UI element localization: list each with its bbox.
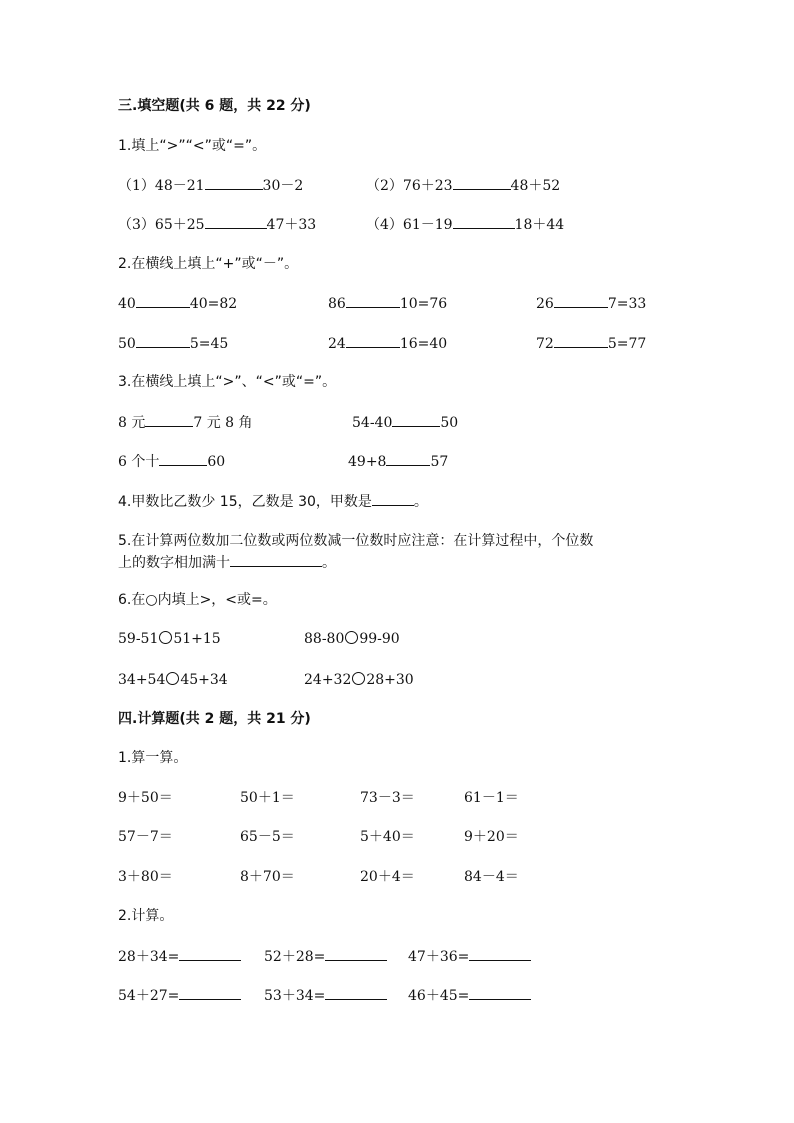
fill-item: [328, 293, 447, 314]
equation: 46＋45=: [408, 988, 470, 1004]
equation: 53＋34=: [264, 988, 326, 1004]
expr-right: 60: [207, 454, 226, 470]
fill-item: [118, 333, 228, 354]
equation-rest: 16=40: [399, 336, 448, 352]
fill-item: [536, 333, 646, 354]
answer-blank[interactable]: [145, 412, 193, 427]
expr-left: 6 个十: [118, 454, 160, 470]
expr-left: （2）76＋23: [366, 178, 453, 194]
answer-circle[interactable]: [345, 631, 358, 644]
section-title: 三.填空题(共 6 题，共 22 分): [118, 98, 311, 114]
question-prompt: 2.计算。: [118, 908, 174, 924]
question-prompt: 1.算一算。: [118, 750, 188, 766]
answer-circle[interactable]: [159, 631, 172, 644]
answer-blank[interactable]: [469, 985, 531, 1000]
number: 72: [536, 336, 554, 352]
expr-right: 45+34: [180, 672, 228, 688]
calc-item: [408, 946, 531, 967]
answer-blank[interactable]: [346, 333, 400, 348]
expr-right: 48＋52: [510, 178, 561, 194]
question-text: 上的数字相加满十: [118, 555, 230, 571]
number: 50: [118, 336, 136, 352]
circle-item: [118, 629, 221, 649]
question-text: 4.甲数比乙数少 15，乙数是 30，甲数是: [118, 494, 372, 510]
equation: 52＋28=: [264, 949, 326, 965]
question-prompt: 1.填上“>”“<”或“=”。: [118, 138, 267, 154]
circle-item: [304, 629, 400, 649]
number: 86: [328, 296, 346, 312]
calc-item: [264, 946, 387, 967]
calc-item: 5＋40＝: [360, 829, 415, 845]
calc-item: 3＋80＝: [118, 869, 173, 885]
number: 26: [536, 296, 554, 312]
equation-rest: 7=33: [607, 296, 647, 312]
expr-left: （3）65＋25: [118, 217, 205, 233]
punctuation: 。: [322, 555, 336, 571]
expr-left: 24+32: [304, 672, 352, 688]
expr-left: 88-80: [304, 631, 345, 647]
question-prompt: 6.在○内填上>，<或=。: [118, 592, 277, 608]
calc-item: [118, 985, 241, 1006]
calc-item: 65－5＝: [240, 829, 295, 845]
fill-item: [118, 451, 225, 472]
calc-item: 73－3＝: [360, 790, 415, 806]
fill-item: [118, 412, 253, 433]
calc-item: 84－4＝: [464, 869, 519, 885]
expr-left: （4）61－19: [366, 217, 453, 233]
calc-item: [408, 985, 531, 1006]
calc-item: 57－7＝: [118, 829, 173, 845]
circle-item: [304, 670, 414, 690]
answer-blank[interactable]: [469, 946, 531, 961]
expr-right: 18＋44: [514, 217, 565, 233]
question-prompt: 2.在横线上填上“+”或“－”。: [118, 256, 299, 272]
expr-right: 51+15: [173, 631, 221, 647]
fill-item: [536, 293, 646, 314]
expr-right: 7 元 8 角: [193, 415, 253, 431]
answer-blank[interactable]: [179, 946, 241, 961]
answer-circle[interactable]: [352, 672, 365, 685]
fill-item: [118, 293, 237, 314]
expr-left: 59-51: [118, 631, 159, 647]
equation: 47＋36=: [408, 949, 470, 965]
calc-item: 8＋70＝: [240, 869, 295, 885]
compare-item: [118, 175, 303, 196]
answer-circle[interactable]: [166, 672, 179, 685]
calc-item: 9＋50＝: [118, 790, 173, 806]
equation: 28＋34=: [118, 949, 180, 965]
equation: 54＋27=: [118, 988, 180, 1004]
circle-item: [118, 670, 228, 690]
calc-item: [118, 946, 241, 967]
calc-item: 20＋4＝: [360, 869, 415, 885]
equation-rest: 5=77: [607, 336, 647, 352]
expr-left: 54-40: [352, 415, 393, 431]
expr-right: 47＋33: [266, 217, 317, 233]
compare-item: [118, 214, 316, 235]
answer-blank[interactable]: [554, 333, 608, 348]
question-prompt: [118, 491, 428, 512]
question-prompt: 5.在计算两位数加二位数或两位数减一位数时应注意：在计算过程中，个位数: [118, 533, 594, 549]
punctuation: 。: [413, 494, 428, 510]
answer-blank[interactable]: [554, 293, 608, 308]
expr-right: 99-90: [359, 631, 400, 647]
answer-blank[interactable]: [453, 175, 511, 190]
equation-rest: 5=45: [189, 336, 229, 352]
answer-blank[interactable]: [372, 491, 414, 506]
expr-right: 30－2: [262, 178, 304, 194]
expr-right: 28+30: [366, 672, 414, 688]
expr-left: 8 元: [118, 415, 146, 431]
answer-blank[interactable]: [392, 412, 440, 427]
answer-blank[interactable]: [136, 293, 190, 308]
equation-rest: 10=76: [399, 296, 448, 312]
answer-blank[interactable]: [230, 552, 322, 567]
answer-blank[interactable]: [325, 946, 387, 961]
answer-blank[interactable]: [205, 214, 267, 229]
expr-left: 34+54: [118, 672, 166, 688]
fill-item: [352, 412, 458, 433]
answer-blank[interactable]: [386, 451, 430, 466]
compare-item: [366, 175, 560, 196]
answer-blank[interactable]: [325, 985, 387, 1000]
expr-right: 57: [430, 454, 449, 470]
equation-rest: 40=82: [189, 296, 238, 312]
answer-blank[interactable]: [136, 333, 190, 348]
answer-blank[interactable]: [179, 985, 241, 1000]
section-title: 四.计算题(共 2 题，共 21 分): [118, 711, 311, 727]
question-prompt-cont: [118, 552, 336, 573]
fill-item: [328, 333, 447, 354]
answer-blank[interactable]: [453, 214, 515, 229]
expr-right: 50: [440, 415, 459, 431]
expr-left: 49+8: [348, 454, 387, 470]
calc-item: [264, 985, 387, 1006]
calc-item: 61－1＝: [464, 790, 519, 806]
compare-item: [366, 214, 564, 235]
answer-blank[interactable]: [346, 293, 400, 308]
calc-item: 9＋20＝: [464, 829, 519, 845]
expr-left: （1）48－21: [118, 178, 205, 194]
number: 24: [328, 336, 346, 352]
answer-blank[interactable]: [159, 451, 207, 466]
calc-item: 50＋1＝: [240, 790, 295, 806]
answer-blank[interactable]: [205, 175, 263, 190]
number: 40: [118, 296, 136, 312]
question-prompt: 3.在横线上填上“>”、“<”或“=”。: [118, 374, 337, 390]
fill-item: [348, 451, 448, 472]
